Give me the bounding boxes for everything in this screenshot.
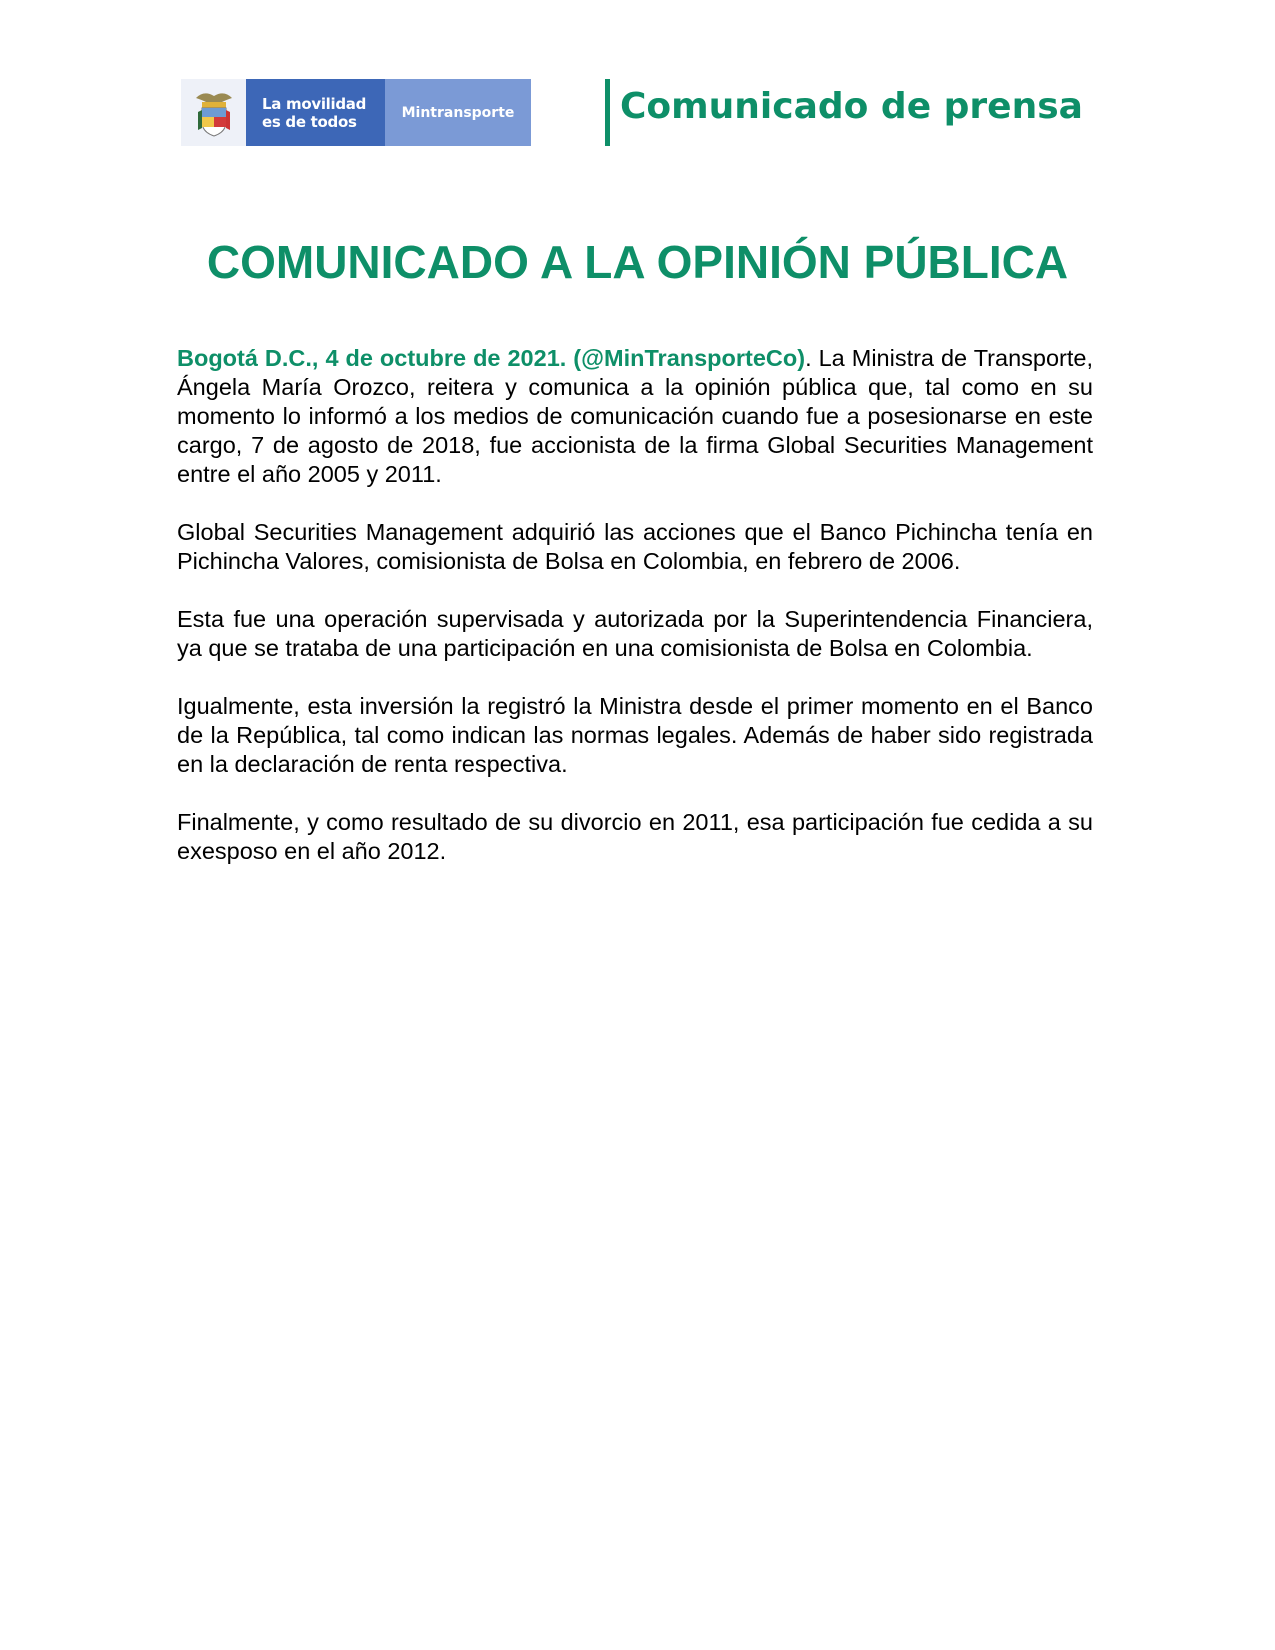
logo-slogan-line1: La movilidad <box>262 94 367 113</box>
logo-slogan-line2: es de todos <box>262 112 357 131</box>
paragraph-4: Igualmente, esta inversión la registró la Ministra desde el primer momento en el Banco de la República, tal como indican las normas legales. Además de haber sido registrada en la declaración de renta respectiva. <box>177 693 1093 777</box>
paragraph-3: Esta fue una operación supervisada y autorizada por la Superintendencia Financiera, ya que se trataba de una participación en una comisionista de Bolsa en Colombia. <box>177 606 1093 661</box>
logo-ministry-name: Mintransporte <box>385 79 531 146</box>
dateline: Bogotá D.C., 4 de octubre de 2021. (@MinTransporteCo) <box>177 345 806 371</box>
document-body <box>177 344 1093 895</box>
paragraph-1 <box>177 344 1093 489</box>
coat-of-arms-icon <box>181 79 246 146</box>
logo-slogan <box>246 79 385 146</box>
header-divider <box>605 79 610 146</box>
mintransporte-logo <box>181 79 531 146</box>
document-title: COMUNICADO A LA OPINIÓN PÚBLICA <box>206 236 1069 288</box>
paragraph-5: Finalmente, y como resultado de su divorcio en 2011, esa participación fue cedida a su exesposo en el año 2012. <box>177 809 1093 864</box>
paragraph-2: Global Securities Management adquirió las acciones que el Banco Pichincha tenía en Pichincha Valores, comisionista de Bolsa en Colombia, en febrero de 2006. <box>177 519 1093 574</box>
press-release-label: Comunicado de prensa <box>620 86 1083 127</box>
paragraph-1-text: . La Ministra de Transporte, Ángela María Orozco, reitera y comunica a la opinión pública que, tal como en su momento lo informó a los medios de comunicación cuando fue a posesionarse en este cargo, 7 de agosto de 2018, fue accionista de la firma Global Securities Management entre el año 2005 y 2011. <box>177 345 1093 487</box>
